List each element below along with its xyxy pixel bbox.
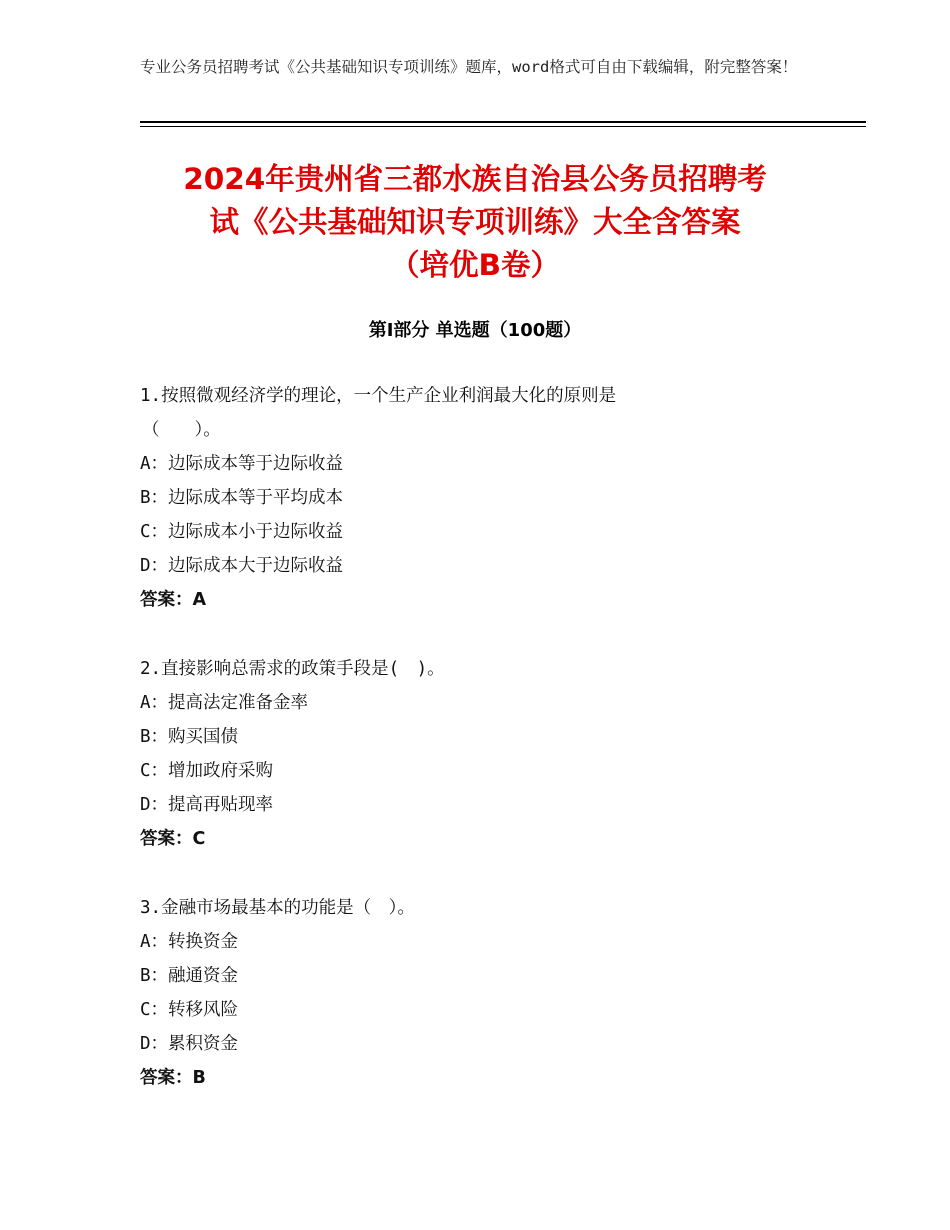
option-d: D：边际成本大于边际收益 bbox=[140, 556, 344, 576]
option-c: C：转移风险 bbox=[140, 1000, 239, 1020]
option-b: B：购买国债 bbox=[140, 727, 239, 747]
question-stem: 3.金融市场最基本的功能是（ ）。 bbox=[140, 898, 415, 918]
header-rule-thin bbox=[140, 126, 866, 127]
title-line-3: （培优B卷） bbox=[390, 248, 560, 282]
option-d: D：累积资金 bbox=[140, 1034, 239, 1054]
answer: 答案：A bbox=[140, 590, 207, 610]
document-title bbox=[110, 158, 840, 287]
option-b: B：边际成本等于平均成本 bbox=[140, 488, 344, 508]
option-c: C：边际成本小于边际收益 bbox=[140, 522, 344, 542]
header-note: 专业公务员招聘考试《公共基础知识专项训练》题库，word格式可自由下载编辑，附完整答案！ bbox=[140, 58, 798, 76]
option-c: C：增加政府采购 bbox=[140, 761, 274, 781]
option-a: A：边际成本等于边际收益 bbox=[140, 454, 344, 474]
section-heading: 第Ⅰ部分 单选题（100题） bbox=[368, 320, 582, 341]
answer: 答案：B bbox=[140, 1068, 206, 1088]
title-line-2: 试《公共基础知识专项训练》大全含答案 bbox=[209, 205, 741, 239]
option-b: B：融通资金 bbox=[140, 966, 239, 986]
question-stem: 1.按照微观经济学的理论，一个生产企业利润最大化的原则是 bbox=[140, 386, 617, 406]
header-rule-thick bbox=[140, 121, 866, 123]
question-2 bbox=[140, 652, 840, 856]
question-stem: 2.直接影响总需求的政策手段是( )。 bbox=[140, 659, 445, 679]
option-a: A：转换资金 bbox=[140, 932, 239, 952]
question-stem-continued: （ ）。 bbox=[142, 420, 221, 440]
question-1 bbox=[140, 379, 840, 617]
question-3 bbox=[140, 891, 840, 1095]
answer: 答案：C bbox=[140, 829, 206, 849]
option-a: A：提高法定准备金率 bbox=[140, 693, 309, 713]
option-d: D：提高再贴现率 bbox=[140, 795, 274, 815]
title-line-1: 2024年贵州省三都水族自治县公务员招聘考 bbox=[183, 162, 767, 196]
